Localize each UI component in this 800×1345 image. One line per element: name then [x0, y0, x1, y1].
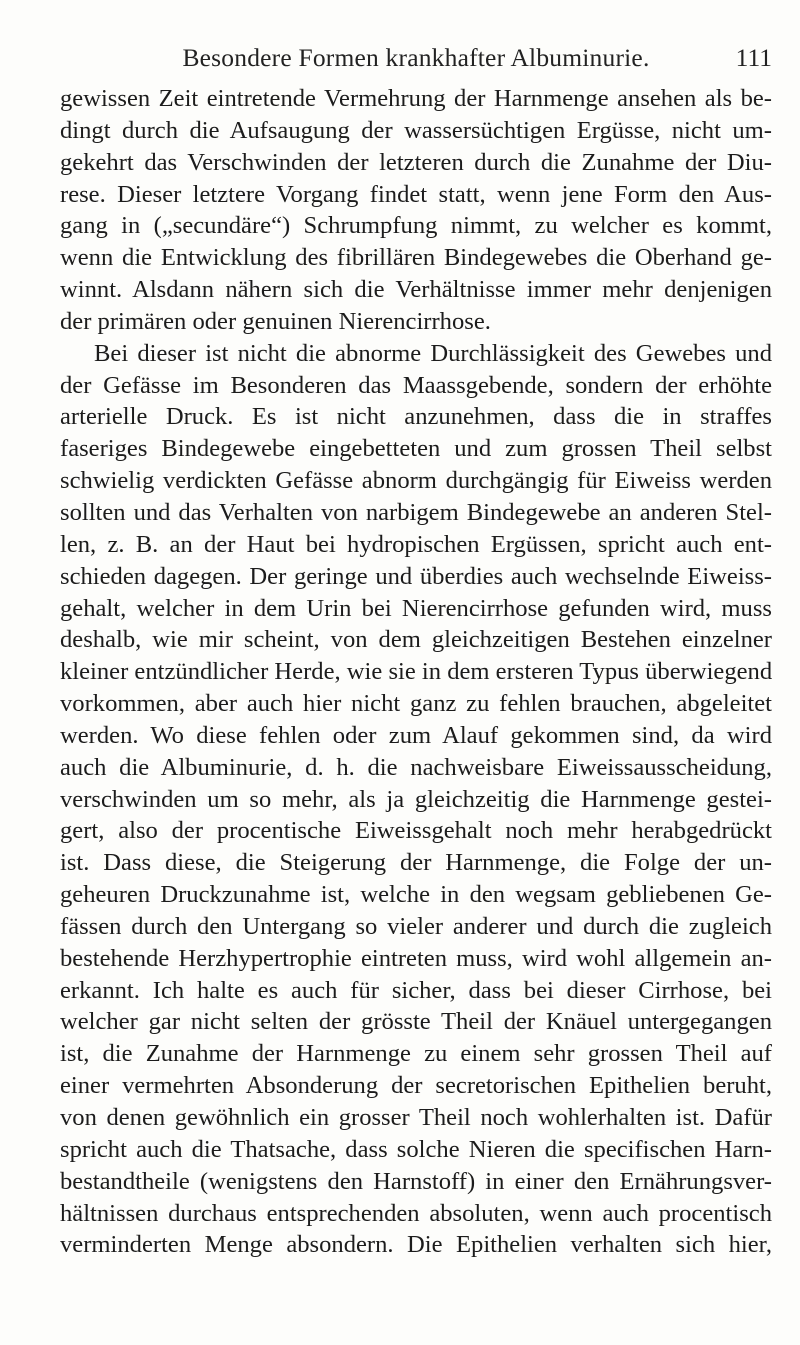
text-line: schwielig verdickten Gefässe abnorm durchgängig für Eiweiss werden	[60, 467, 772, 495]
paragraph-start-line: Bei dieser ist nicht die abnorme Durchlässigkeit des Gewebes und	[94, 339, 772, 367]
text-line: welcher gar nicht selten der grösste Theil der Knäuel untergegangen	[60, 1008, 772, 1036]
text-line: werden. Wo diese fehlen oder zum Alauf gekommen sind, da wird	[60, 721, 772, 749]
text-line: hältnissen durchaus entsprechenden absoluten, wenn auch procentisch	[60, 1199, 772, 1227]
text-line: auch die Albuminurie, d. h. die nachweisbare Eiweissausscheidung,	[60, 753, 772, 781]
text-line: gekehrt das Verschwinden der letzteren durch die Zunahme der Diu-	[60, 148, 772, 176]
text-line: rese. Dieser letztere Vorgang findet statt, wenn jene Form den Aus-	[60, 180, 772, 208]
text-line: deshalb, wie mir scheint, von dem gleichzeitigen Bestehen einzelner	[60, 626, 772, 654]
text-line: wenn die Entwicklung des fibrillären Bindegewebes die Oberhand ge-	[60, 244, 772, 272]
text-line: vorkommen, aber auch hier nicht ganz zu fehlen brauchen, abgeleitet	[60, 690, 772, 718]
text-line: kleiner entzündlicher Herde, wie sie in dem ersteren Typus überwiegend	[60, 658, 772, 686]
text-line: gehalt, welcher in dem Urin bei Nierencirrhose gefunden wird, muss	[60, 594, 772, 622]
text-line: bestehende Herzhypertrophie eintreten muss, wird wohl allgemein an-	[60, 944, 772, 972]
text-line: dingt durch die Aufsaugung der wassersüchtigen Ergüsse, nicht um-	[60, 116, 772, 144]
body-text	[60, 83, 772, 1261]
text-line: ist, die Zunahme der Harnmenge zu einem sehr grossen Theil auf	[60, 1040, 772, 1068]
text-line: gewissen Zeit eintretende Vermehrung der Harnmenge ansehen als be-	[60, 85, 772, 112]
running-head: Besondere Formen krankhafter Albuminurie.	[182, 43, 650, 72]
text-line: winnt. Alsdann nähern sich die Verhältnisse immer mehr denjenigen	[60, 276, 772, 304]
page-header	[60, 40, 772, 76]
text-line: verminderten Menge absondern. Die Epithelien verhalten sich hier,	[60, 1231, 772, 1259]
page-number: 111	[735, 43, 772, 72]
text-line: len, z. B. an der Haut bei hydropischen Ergüssen, spricht auch ent-	[60, 530, 772, 558]
text-line: spricht auch die Thatsache, dass solche Nieren die specifischen Harn-	[60, 1135, 772, 1163]
paragraph-end-line: der primären oder genuinen Nierencirrhose.	[60, 307, 491, 335]
text-line: von denen gewöhnlich ein grosser Theil noch wohlerhalten ist. Dafür	[60, 1104, 772, 1131]
text-line: fässen durch den Untergang so vieler anderer und durch die zugleich	[60, 912, 772, 940]
text-line: faseriges Bindegewebe eingebetteten und zum grossen Theil selbst	[60, 435, 772, 463]
text-line: sollten und das Verhalten von narbigem Bindegewebe an anderen Stel-	[60, 498, 772, 526]
text-line: schieden dagegen. Der geringe und überdies auch wechselnde Eiweiss-	[60, 562, 772, 590]
text-line: geheuren Druckzunahme ist, welche in den wegsam gebliebenen Ge-	[60, 881, 772, 909]
text-line: verschwinden um so mehr, als ja gleichzeitig die Harnmenge gestei-	[60, 785, 772, 813]
text-line: gert, also der procentische Eiweissgehalt noch mehr herabgedrückt	[60, 817, 772, 845]
text-line: der Gefässe im Besonderen das Maassgebende, sondern der erhöhte	[60, 371, 772, 399]
text-line: erkannt. Ich halte es auch für sicher, dass bei dieser Cirrhose, bei	[60, 976, 772, 1004]
text-line: ist. Dass diese, die Steigerung der Harnmenge, die Folge der un-	[60, 849, 772, 877]
text-line: arterielle Druck. Es ist nicht anzunehmen, dass die in straffes	[60, 403, 772, 431]
text-line: bestandtheile (wenigstens den Harnstoff) in einer den Ernährungsver-	[60, 1167, 772, 1195]
text-line: gang in („secundäre“) Schrumpfung nimmt, zu welcher es kommt,	[60, 212, 772, 240]
text-line: einer vermehrten Absonderung der secretorischen Epithelien beruht,	[60, 1072, 772, 1100]
